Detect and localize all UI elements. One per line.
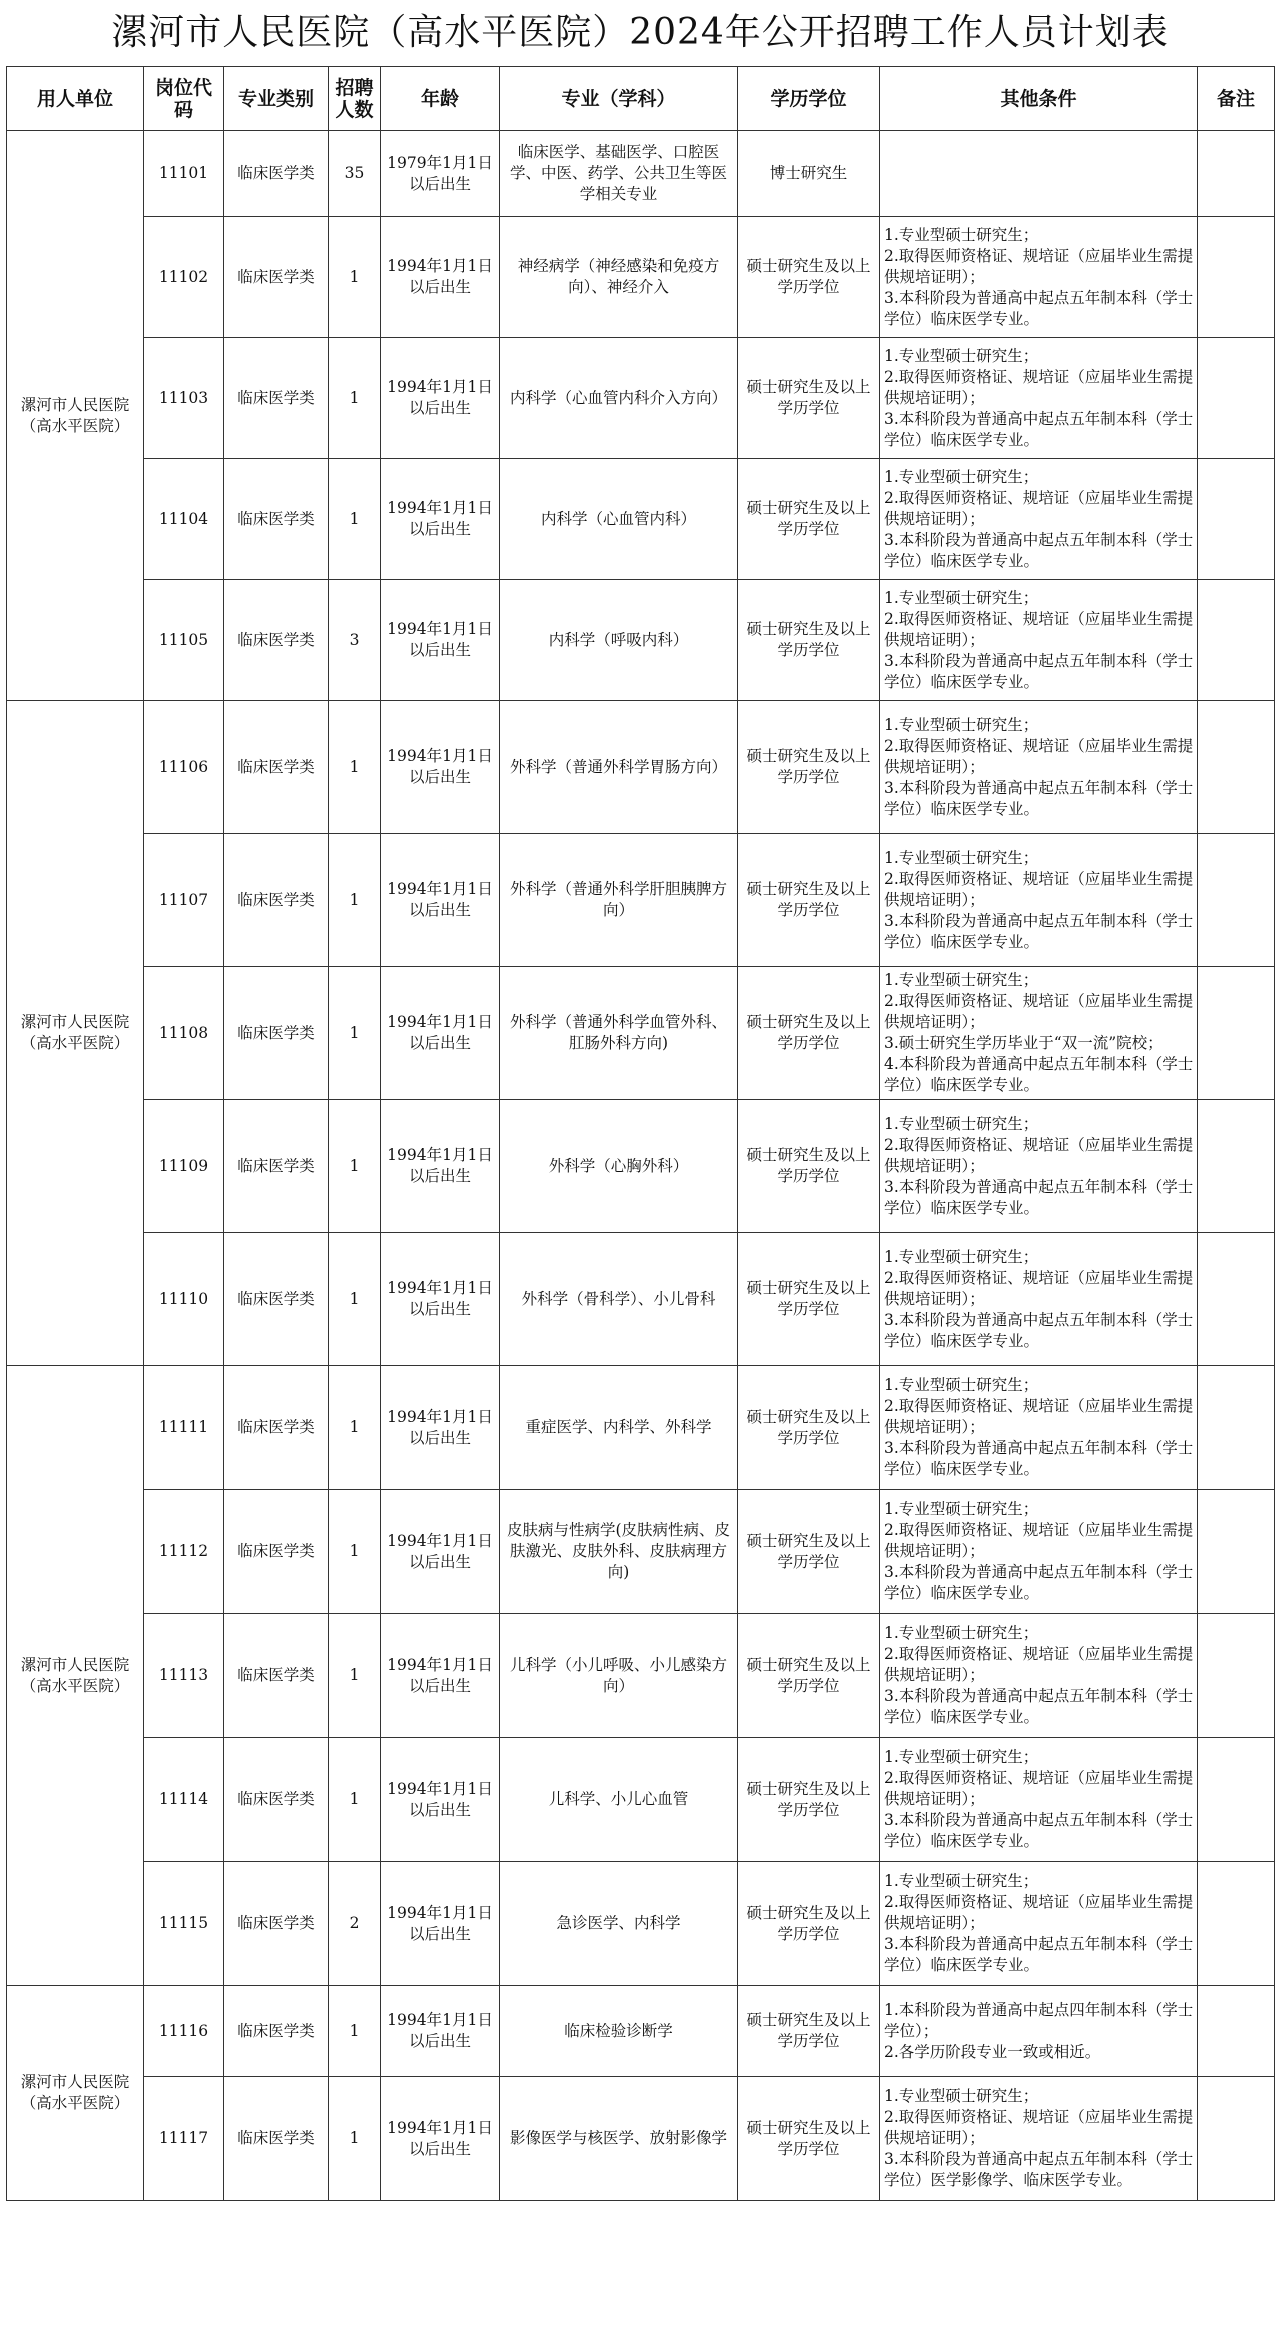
other-conditions-cell xyxy=(880,131,1198,217)
degree-cell: 硕士研究生及以上学历学位 xyxy=(738,701,880,834)
condition-line: 2.取得医师资格证、规培证（应届毕业生需提供规培证明）； xyxy=(884,1645,1194,1684)
other-conditions-cell xyxy=(880,338,1198,459)
other-conditions-cell xyxy=(880,459,1198,580)
count-cell: 1 xyxy=(329,1614,381,1738)
condition-line: 3.本科阶段为普通高中起点五年制本科（学士学位）临床医学专业。 xyxy=(884,1310,1194,1350)
condition-line: 1.专业型硕士研究生； xyxy=(884,2087,1039,2105)
category-cell: 临床医学类 xyxy=(224,1738,329,1862)
degree-cell: 硕士研究生及以上学历学位 xyxy=(738,2077,880,2201)
code-cell: 11104 xyxy=(144,459,224,580)
condition-line: 2.取得医师资格证、规培证（应届毕业生需提供规培证明）； xyxy=(884,1769,1194,1808)
code-cell: 11107 xyxy=(144,834,224,967)
major-cell: 儿科学、小儿心血管 xyxy=(500,1738,738,1862)
degree-cell: 硕士研究生及以上学历学位 xyxy=(738,1614,880,1738)
code-cell: 11110 xyxy=(144,1233,224,1366)
age-cell: 1994年1月1日以后出生 xyxy=(381,2077,500,2201)
count-cell: 1 xyxy=(329,1738,381,1862)
major-cell: 内科学（心血管内科） xyxy=(500,459,738,580)
code-cell: 11109 xyxy=(144,1100,224,1233)
age-cell: 1979年1月1日以后出生 xyxy=(381,131,500,217)
header-code: 岗位代码 xyxy=(144,67,224,131)
age-cell: 1994年1月1日以后出生 xyxy=(381,217,500,338)
condition-line: 3.本科阶段为普通高中起点五年制本科（学士学位）临床医学专业。 xyxy=(884,1935,1194,1974)
other-conditions-cell xyxy=(880,2077,1198,2201)
code-cell: 11116 xyxy=(144,1986,224,2077)
condition-line: 3.本科阶段为普通高中起点五年制本科（学士学位）临床医学专业。 xyxy=(884,288,1194,328)
header-degree: 学历学位 xyxy=(738,67,880,131)
condition-line: 2.取得医师资格证、规培证（应届毕业生需提供规培证明）； xyxy=(884,2108,1194,2147)
note-cell xyxy=(1198,834,1275,967)
unit-cell: 漯河市人民医院（高水平医院） xyxy=(7,131,144,701)
condition-line: 1.专业型硕士研究生； xyxy=(884,1872,1039,1890)
age-cell: 1994年1月1日以后出生 xyxy=(381,580,500,701)
count-cell: 1 xyxy=(329,217,381,338)
degree-cell: 硕士研究生及以上学历学位 xyxy=(738,1738,880,1862)
condition-line: 1.本科阶段为普通高中起点四年制本科（学士学位）； xyxy=(884,2000,1194,2040)
table-row xyxy=(7,131,1275,217)
header-category: 专业类别 xyxy=(224,67,329,131)
header-age: 年龄 xyxy=(381,67,500,131)
major-cell: 急诊医学、内科学 xyxy=(500,1862,738,1986)
condition-line: 1.专业型硕士研究生； xyxy=(884,1114,1039,1133)
condition-line: 2.取得医师资格证、规培证（应届毕业生需提供规培证明）； xyxy=(884,869,1194,909)
other-conditions-cell xyxy=(880,1490,1198,1614)
count-cell: 3 xyxy=(329,580,381,701)
age-cell: 1994年1月1日以后出生 xyxy=(381,1614,500,1738)
table-row xyxy=(7,2077,1275,2201)
major-cell: 内科学（呼吸内科） xyxy=(500,580,738,701)
table-row xyxy=(7,1986,1275,2077)
condition-line: 2.取得医师资格证、规培证（应届毕业生需提供规培证明）； xyxy=(884,367,1194,407)
major-cell: 影像医学与核医学、放射影像学 xyxy=(500,2077,738,2201)
degree-cell: 硕士研究生及以上学历学位 xyxy=(738,338,880,459)
code-cell: 11112 xyxy=(144,1490,224,1614)
condition-line: 3.本科阶段为普通高中起点五年制本科（学士学位）临床医学专业。 xyxy=(884,1687,1194,1726)
degree-cell: 硕士研究生及以上学历学位 xyxy=(738,217,880,338)
condition-line: 3.本科阶段为普通高中起点五年制本科（学士学位）医学影像学、临床医学专业。 xyxy=(884,2150,1194,2189)
code-cell: 11108 xyxy=(144,967,224,1100)
condition-line: 1.专业型硕士研究生； xyxy=(884,1624,1039,1642)
table-row xyxy=(7,1862,1275,1986)
condition-line: 1.专业型硕士研究生； xyxy=(884,971,1039,989)
code-cell: 11111 xyxy=(144,1366,224,1490)
table-row xyxy=(7,1100,1275,1233)
condition-line: 2.取得医师资格证、规培证（应届毕业生需提供规培证明）； xyxy=(884,1135,1194,1175)
code-cell: 11105 xyxy=(144,580,224,701)
header-note: 备注 xyxy=(1198,67,1275,131)
note-cell xyxy=(1198,967,1275,1100)
count-cell: 1 xyxy=(329,2077,381,2201)
count-cell: 1 xyxy=(329,701,381,834)
major-cell: 临床检验诊断学 xyxy=(500,1986,738,2077)
category-cell: 临床医学类 xyxy=(224,834,329,967)
major-cell: 皮肤病与性病学(皮肤病性病、皮肤激光、皮肤外科、皮肤病理方向) xyxy=(500,1490,738,1614)
code-cell: 11113 xyxy=(144,1614,224,1738)
degree-cell: 硕士研究生及以上学历学位 xyxy=(738,967,880,1100)
category-cell: 临床医学类 xyxy=(224,1862,329,1986)
category-cell: 临床医学类 xyxy=(224,217,329,338)
condition-line: 1.专业型硕士研究生； xyxy=(884,1500,1039,1518)
condition-line: 3.本科阶段为普通高中起点五年制本科（学士学位）临床医学专业。 xyxy=(884,1177,1194,1217)
note-cell xyxy=(1198,1233,1275,1366)
header-count: 招聘人数 xyxy=(329,67,381,131)
code-cell: 11103 xyxy=(144,338,224,459)
condition-line: 3.本科阶段为普通高中起点五年制本科（学士学位）临床医学专业。 xyxy=(884,409,1194,449)
condition-line: 3.本科阶段为普通高中起点五年制本科（学士学位）临床医学专业。 xyxy=(884,651,1194,691)
other-conditions-cell xyxy=(880,701,1198,834)
condition-line: 1.专业型硕士研究生； xyxy=(884,1748,1039,1766)
other-conditions-cell xyxy=(880,1100,1198,1233)
major-cell: 儿科学（小儿呼吸、小儿感染方向） xyxy=(500,1614,738,1738)
condition-line: 2.取得医师资格证、规培证（应届毕业生需提供规培证明）； xyxy=(884,1521,1194,1560)
degree-cell: 硕士研究生及以上学历学位 xyxy=(738,1490,880,1614)
count-cell: 35 xyxy=(329,131,381,217)
count-cell: 1 xyxy=(329,338,381,459)
degree-cell: 硕士研究生及以上学历学位 xyxy=(738,580,880,701)
major-cell: 重症医学、内科学、外科学 xyxy=(500,1366,738,1490)
age-cell: 1994年1月1日以后出生 xyxy=(381,1233,500,1366)
condition-line: 1.专业型硕士研究生； xyxy=(884,346,1039,365)
condition-line: 4.本科阶段为普通高中起点五年制本科（学士学位）临床医学专业。 xyxy=(884,1055,1194,1094)
condition-line: 1.专业型硕士研究生； xyxy=(884,225,1039,244)
age-cell: 1994年1月1日以后出生 xyxy=(381,1100,500,1233)
condition-line: 3.本科阶段为普通高中起点五年制本科（学士学位）临床医学专业。 xyxy=(884,530,1194,570)
count-cell: 1 xyxy=(329,967,381,1100)
note-cell xyxy=(1198,1614,1275,1738)
table-row xyxy=(7,459,1275,580)
category-cell: 临床医学类 xyxy=(224,967,329,1100)
table-row xyxy=(7,580,1275,701)
condition-line: 3.本科阶段为普通高中起点五年制本科（学士学位）临床医学专业。 xyxy=(884,778,1194,818)
unit-cell: 漯河市人民医院（高水平医院） xyxy=(7,1986,144,2201)
category-cell: 临床医学类 xyxy=(224,2077,329,2201)
note-cell xyxy=(1198,580,1275,701)
degree-cell: 博士研究生 xyxy=(738,131,880,217)
table-row xyxy=(7,834,1275,967)
condition-line: 3.本科阶段为普通高中起点五年制本科（学士学位）临床医学专业。 xyxy=(884,1563,1194,1602)
count-cell: 1 xyxy=(329,1233,381,1366)
note-cell xyxy=(1198,338,1275,459)
other-conditions-cell xyxy=(880,1986,1198,2077)
major-cell: 外科学（普通外科学肝胆胰脾方向） xyxy=(500,834,738,967)
other-conditions-cell xyxy=(880,580,1198,701)
condition-line: 2.取得医师资格证、规培证（应届毕业生需提供规培证明）； xyxy=(884,1268,1194,1308)
degree-cell: 硕士研究生及以上学历学位 xyxy=(738,1100,880,1233)
header-row xyxy=(7,67,1275,131)
other-conditions-cell xyxy=(880,217,1198,338)
note-cell xyxy=(1198,1862,1275,1986)
note-cell xyxy=(1198,1366,1275,1490)
count-cell: 2 xyxy=(329,1862,381,1986)
major-cell: 外科学（普通外科学胃肠方向） xyxy=(500,701,738,834)
degree-cell: 硕士研究生及以上学历学位 xyxy=(738,1862,880,1986)
note-cell xyxy=(1198,1738,1275,1862)
condition-line: 2.取得医师资格证、规培证（应届毕业生需提供规培证明）； xyxy=(884,992,1194,1031)
age-cell: 1994年1月1日以后出生 xyxy=(381,701,500,834)
code-cell: 11115 xyxy=(144,1862,224,1986)
age-cell: 1994年1月1日以后出生 xyxy=(381,1862,500,1986)
condition-line: 2.各学历阶段专业一致或相近。 xyxy=(884,2042,1101,2061)
unit-cell: 漯河市人民医院（高水平医院） xyxy=(7,701,144,1366)
table-row xyxy=(7,1233,1275,1366)
other-conditions-cell xyxy=(880,1614,1198,1738)
header-major: 专业（学科） xyxy=(500,67,738,131)
condition-line: 3.本科阶段为普通高中起点五年制本科（学士学位）临床医学专业。 xyxy=(884,911,1194,951)
condition-line: 1.专业型硕士研究生； xyxy=(884,1376,1039,1394)
code-cell: 11102 xyxy=(144,217,224,338)
other-conditions-cell xyxy=(880,1366,1198,1490)
degree-cell: 硕士研究生及以上学历学位 xyxy=(738,1366,880,1490)
code-cell: 11117 xyxy=(144,2077,224,2201)
major-cell: 内科学（心血管内科介入方向） xyxy=(500,338,738,459)
category-cell: 临床医学类 xyxy=(224,338,329,459)
age-cell: 1994年1月1日以后出生 xyxy=(381,834,500,967)
degree-cell: 硕士研究生及以上学历学位 xyxy=(738,1233,880,1366)
condition-line: 2.取得医师资格证、规培证（应届毕业生需提供规培证明）； xyxy=(884,736,1194,776)
recruitment-plan-table xyxy=(6,66,1275,2201)
condition-line: 3.本科阶段为普通高中起点五年制本科（学士学位）临床医学专业。 xyxy=(884,1439,1194,1478)
count-cell: 1 xyxy=(329,459,381,580)
age-cell: 1994年1月1日以后出生 xyxy=(381,1366,500,1490)
major-cell: 外科学（普通外科学血管外科、肛肠外科方向) xyxy=(500,967,738,1100)
category-cell: 临床医学类 xyxy=(224,1100,329,1233)
category-cell: 临床医学类 xyxy=(224,1614,329,1738)
other-conditions-cell xyxy=(880,1862,1198,1986)
note-cell xyxy=(1198,217,1275,338)
degree-cell: 硕士研究生及以上学历学位 xyxy=(738,834,880,967)
code-cell: 11101 xyxy=(144,131,224,217)
count-cell: 1 xyxy=(329,834,381,967)
age-cell: 1994年1月1日以后出生 xyxy=(381,459,500,580)
note-cell xyxy=(1198,2077,1275,2201)
category-cell: 临床医学类 xyxy=(224,701,329,834)
count-cell: 1 xyxy=(329,1490,381,1614)
note-cell xyxy=(1198,459,1275,580)
major-cell: 神经病学（神经感染和免疫方向）、神经介入 xyxy=(500,217,738,338)
age-cell: 1994年1月1日以后出生 xyxy=(381,1490,500,1614)
category-cell: 临床医学类 xyxy=(224,1233,329,1366)
degree-cell: 硕士研究生及以上学历学位 xyxy=(738,459,880,580)
category-cell: 临床医学类 xyxy=(224,459,329,580)
other-conditions-cell xyxy=(880,967,1198,1100)
major-cell: 临床医学、基础医学、口腔医学、中医、药学、公共卫生等医学相关专业 xyxy=(500,131,738,217)
condition-line: 2.取得医师资格证、规培证（应届毕业生需提供规培证明）； xyxy=(884,1893,1194,1932)
count-cell: 1 xyxy=(329,1986,381,2077)
note-cell xyxy=(1198,131,1275,217)
category-cell: 临床医学类 xyxy=(224,580,329,701)
condition-line: 1.专业型硕士研究生； xyxy=(884,467,1039,486)
unit-cell: 漯河市人民医院（高水平医院） xyxy=(7,1366,144,1986)
header-other: 其他条件 xyxy=(880,67,1198,131)
other-conditions-cell xyxy=(880,1233,1198,1366)
table-row xyxy=(7,1614,1275,1738)
condition-line: 2.取得医师资格证、规培证（应届毕业生需提供规培证明）； xyxy=(884,246,1194,286)
condition-line: 2.取得医师资格证、规培证（应届毕业生需提供规培证明）； xyxy=(884,1397,1194,1436)
note-cell xyxy=(1198,701,1275,834)
condition-line: 1.专业型硕士研究生； xyxy=(884,1247,1039,1266)
table-row xyxy=(7,1490,1275,1614)
degree-cell: 硕士研究生及以上学历学位 xyxy=(738,1986,880,2077)
age-cell: 1994年1月1日以后出生 xyxy=(381,1738,500,1862)
table-body xyxy=(7,131,1275,2201)
condition-line: 3.硕士研究生学历毕业于“双一流”院校； xyxy=(884,1034,1163,1052)
header-unit: 用人单位 xyxy=(7,67,144,131)
note-cell xyxy=(1198,1100,1275,1233)
category-cell: 临床医学类 xyxy=(224,1986,329,2077)
condition-line: 1.专业型硕士研究生； xyxy=(884,715,1039,734)
count-cell: 1 xyxy=(329,1366,381,1490)
condition-line: 2.取得医师资格证、规培证（应届毕业生需提供规培证明）； xyxy=(884,488,1194,528)
condition-line: 3.本科阶段为普通高中起点五年制本科（学士学位）临床医学专业。 xyxy=(884,1811,1194,1850)
condition-line: 2.取得医师资格证、规培证（应届毕业生需提供规培证明）； xyxy=(884,609,1194,649)
condition-line: 1.专业型硕士研究生； xyxy=(884,588,1039,607)
condition-line: 1.专业型硕士研究生； xyxy=(884,848,1039,867)
code-cell: 11114 xyxy=(144,1738,224,1862)
age-cell: 1994年1月1日以后出生 xyxy=(381,967,500,1100)
other-conditions-cell xyxy=(880,834,1198,967)
table-row xyxy=(7,1738,1275,1862)
document-title: 漯河市人民医院（高水平医院）2024年公开招聘工作人员计划表 xyxy=(111,12,1169,53)
other-conditions-cell xyxy=(880,1738,1198,1862)
major-cell: 外科学（骨科学）、小儿骨科 xyxy=(500,1233,738,1366)
note-cell xyxy=(1198,1986,1275,2077)
major-cell: 外科学（心胸外科） xyxy=(500,1100,738,1233)
count-cell: 1 xyxy=(329,1100,381,1233)
category-cell: 临床医学类 xyxy=(224,131,329,217)
table-row xyxy=(7,217,1275,338)
table-row xyxy=(7,967,1275,1100)
category-cell: 临床医学类 xyxy=(224,1490,329,1614)
category-cell: 临床医学类 xyxy=(224,1366,329,1490)
note-cell xyxy=(1198,1490,1275,1614)
code-cell: 11106 xyxy=(144,701,224,834)
age-cell: 1994年1月1日以后出生 xyxy=(381,1986,500,2077)
table-row xyxy=(7,1366,1275,1490)
age-cell: 1994年1月1日以后出生 xyxy=(381,338,500,459)
table-row xyxy=(7,701,1275,834)
table-row xyxy=(7,338,1275,459)
